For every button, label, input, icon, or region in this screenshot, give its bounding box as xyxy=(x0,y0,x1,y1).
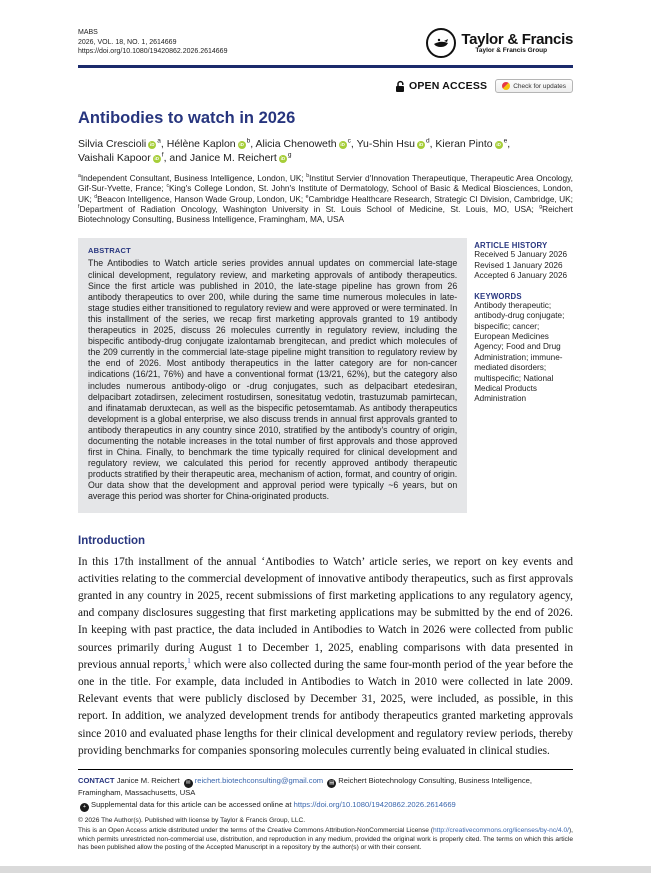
contact-block xyxy=(78,776,573,798)
article-history xyxy=(474,241,573,281)
open-lock-icon xyxy=(395,80,405,93)
author-name: Alicia Chenoweth xyxy=(255,138,337,150)
license-url-link[interactable]: http://creativecommons.org/licenses/by-nc/4.0/ xyxy=(433,827,569,835)
orcid-icon[interactable] xyxy=(148,141,156,149)
affil-text: Department of Radiation Oncology, Washington University in St. Louis School of Medicine, St. Louis, MO, USA; xyxy=(79,203,540,214)
affil-sup: f xyxy=(78,204,80,211)
keywords-block xyxy=(474,292,573,405)
history-received: Received 5 January 2026 xyxy=(474,250,568,260)
author-affil-sup: g xyxy=(287,151,292,159)
affil-sup: e xyxy=(305,193,309,200)
check-for-updates-button[interactable] xyxy=(495,79,573,93)
journal-doi[interactable]: https://doi.org/10.1080/19420862.2026.2614669 xyxy=(78,48,228,55)
affil-text: Reichert Biotechnology Consulting, Business Intelligence, Framingham, MA, USA xyxy=(78,203,573,225)
author xyxy=(167,138,256,150)
history-accepted: Accepted 6 January 2026 xyxy=(474,271,568,281)
publisher-name: Taylor & Francis xyxy=(461,30,573,48)
orcid-icon[interactable] xyxy=(339,141,347,149)
supplemental-line xyxy=(78,800,573,812)
introduction-paragraph xyxy=(78,554,573,760)
affil-sup: a xyxy=(78,173,81,180)
license-text xyxy=(78,827,573,853)
author xyxy=(435,138,510,150)
contact-email-link[interactable]: reichert.biotechconsulting@gmail.com xyxy=(194,775,324,785)
contact-name: Janice M. Reichert xyxy=(116,775,180,785)
author xyxy=(190,152,292,164)
page-title: Antibodies to watch in 2026 xyxy=(78,109,296,127)
license-text-2: ), which permits unrestricted non-commercial use, distribution, and reproduction in any medium, provided the original work is properly cited. The terms on which this article has been published allow the posting of the Accepted Manuscript in a repository by the author(s) or with their consent. xyxy=(78,827,573,852)
open-access-badge xyxy=(395,80,487,93)
affil-sup: d xyxy=(94,193,98,200)
author-name: Janice M. Reichert xyxy=(189,152,277,164)
author xyxy=(78,152,190,164)
author-name: Vaishali Kapoor xyxy=(78,152,151,164)
author-separator: , and xyxy=(163,152,190,164)
page-bottom-edge xyxy=(0,866,651,873)
taylor-francis-lamp-icon xyxy=(426,28,456,58)
author-name: Hélène Kaplon xyxy=(166,138,236,150)
orcid-icon[interactable] xyxy=(417,141,425,149)
affil-text: Cambridge Healthcare Research, Strategic CI Division, Cambridge, UK; xyxy=(308,193,573,204)
footer-divider xyxy=(78,769,573,770)
affil-sup: g xyxy=(539,204,543,211)
abstract-box xyxy=(78,238,467,512)
author-affil-sup: e xyxy=(503,137,508,145)
keywords-text: Antibody therapeutic; antibody-drug conjugate; bispecific; cancer; European Medicines Agency; Food and Drug Administration; immune-mediated disorders; multispecific; National Medical Products Administration xyxy=(474,300,565,404)
author-affil-sup: d xyxy=(425,137,430,145)
author-affil-sup: a xyxy=(157,137,161,145)
author-separator: , xyxy=(350,138,357,150)
orcid-icon[interactable] xyxy=(238,141,246,149)
author-name: Silvia Crescioli xyxy=(78,138,147,150)
contact-label: CONTACT xyxy=(78,775,115,785)
journal-name: MABS xyxy=(78,29,98,36)
keywords-heading: KEYWORDS xyxy=(474,291,522,301)
author-name: Yu-Shin Hsu xyxy=(356,138,415,150)
article-sidebar xyxy=(474,238,573,404)
orcid-icon[interactable] xyxy=(279,155,287,163)
section-heading-introduction: Introduction xyxy=(78,534,146,547)
affil-text: King's College London, St. John's Institute of Dermatology, School of Basic & Medical Biosciences, London, UK; xyxy=(78,183,573,204)
access-row xyxy=(78,78,573,94)
author-affil-sup: f xyxy=(161,151,164,159)
author-affil-sup: c xyxy=(347,137,351,145)
header-rule xyxy=(78,65,573,68)
history-revised: Revised 1 January 2026 xyxy=(474,260,563,270)
reference-link-1[interactable]: 1 xyxy=(187,657,191,665)
license-text-1: This is an Open Access article distributed under the terms of the Creative Commons Attribution-NonCommercial License ( xyxy=(78,827,433,835)
supplemental-data-icon: + xyxy=(80,803,89,812)
orcid-icon[interactable] xyxy=(153,155,161,163)
introduction-text-2: which were also collected during the same four-month period of the year before the one in the title. For example, data included in Antibodies to Watch in 2010 were collected in late 2009. Relevant events that were publicly disclosed by December 31, 2025, were included, as possible, in this report. In addition, we analyzed development trends for antibody therapeutics granted marketing approvals since 2010 and evaluated phase lengths for their clinical development and regulatory review periods, thereby providing benchmarks for companies sponsoring molecules currently being evaluated in clinical studies. xyxy=(78,658,573,757)
author-list xyxy=(78,137,573,165)
publisher-group: Taylor & Francis Group xyxy=(475,46,548,54)
introduction-text-1: In this 17th installment of the annual ‘Antibodies to Watch’ article series, we report on key events and activities relating to the commercial development of innovative antibody therapeutics, such as first approvals granted in any country in 2025, recent submissions of first marketing applications to any regulatory agency, and company disclosures suggesting that first marketing applications may be submitted by the end of 2026. In keeping with past practice, the data included in Antibodies to Watch in 2026 were collected from public sources primarily during August 1 to December 1, 2025, enabling comparisons with data presented in previous annual reports, xyxy=(78,555,573,671)
check-for-updates-label: Check for updates xyxy=(513,82,566,90)
author xyxy=(256,138,357,150)
abstract-heading: ABSTRACT xyxy=(88,246,131,256)
affil-text: Independent Consultant, Business Intelligence, London, UK; xyxy=(80,173,307,183)
orcid-icon[interactable] xyxy=(495,141,503,149)
author-separator: , xyxy=(250,138,256,150)
abstract-text: The Antibodies to Watch article series provides annual updates on commercial late-stage clinical development, regulatory review, and marketing approvals of antibody therapeutics. Since the first article was published in 2010, the late-stage pipeline has grown from 26 antibody therapeutics to over 200, while during the same time numerous molecules in late-stage studies either transitioned to regulatory review and were approved or were terminated. In this installment of the series, we recap first marketing approvals granted to 19 antibody therapeutics in 2025, discuss 26 molecules currently in regulatory review, including the bispecific antibody-drug conjugate izalontamab brengitecan, and predict which molecules of the 209 currently in the commercial late-stage pipeline might transition to regulatory review by the end of 2026. Most antibody therapeutics in the latter category are for non-cancer indications (16/21, 76%) and have a conventional format (13/21, 62%), but the category also includes numerous antibody-oligo or -drug conjugates, such as delpacibart etedesiran, delpacibart zotadirsen, zeleciment rostudirsen, sonesitatug vedotin, trastuzumab pamirtecan, and ifinatamab deruxtecan, as well as the bispecific petosemtamab. As antibody therapeutics development is a global enterprise, we also discuss trends in annual first approvals granted to antibody therapeutics in any country since 2010, stratified by the antibody's country of origin, documenting the notable increases in the total number of first approvals and those approved first in China. Finally, to benchmark the time typically required for clinical development and regulatory review, we calculated this period for recently approved antibody therapeutic products stratified by their therapeutic area, mechanism of action, format, and country of origin. Our data show that the development and approval period were typically ~6 years, but on average this period was shorter for China-originated products. xyxy=(88,258,458,502)
crossmark-icon xyxy=(502,82,510,90)
supplemental-doi-link[interactable]: https://doi.org/10.1080/19420862.2026.2614669 xyxy=(293,799,456,809)
envelope-icon: ✉ xyxy=(184,779,193,788)
contact-affiliation: Reichert Biotechnology Consulting, Business Intelligence, Framingham, Massachusetts, USA xyxy=(78,775,533,797)
supplemental-text: Supplemental data for this article can be accessed online at xyxy=(91,799,294,809)
affil-sup: b xyxy=(306,173,310,180)
journal-meta xyxy=(78,28,227,57)
journal-header xyxy=(78,28,573,58)
author-separator: , xyxy=(160,138,167,150)
affil-text: Beacon Intelligence, Hanson Wade Group, London, UK; xyxy=(97,193,306,204)
affiliations xyxy=(78,173,573,224)
copyright-line: © 2026 The Author(s). Published with license by Taylor & Francis Group, LLC. xyxy=(78,816,306,824)
article-history-heading: ARTICLE HISTORY xyxy=(474,241,548,251)
author-name: Kieran Pinto xyxy=(435,138,493,150)
author xyxy=(78,138,167,150)
author xyxy=(357,138,436,150)
author-separator: , xyxy=(507,138,511,150)
building-icon: ▤ xyxy=(329,779,335,786)
author-affil-sup: b xyxy=(246,137,251,145)
publisher-logo xyxy=(426,28,573,58)
author-separator: , xyxy=(429,138,436,150)
journal-volume: 2026, VOL. 18, NO. 1, 2614669 xyxy=(78,38,177,46)
open-access-label: OPEN ACCESS xyxy=(408,80,488,92)
affil-sup: c xyxy=(166,183,170,190)
affil-text: Institut Servier d'Innovation Therapeutique, Therapeutic Area Oncology, Gif-Sur-Yvette, France; xyxy=(78,173,573,194)
